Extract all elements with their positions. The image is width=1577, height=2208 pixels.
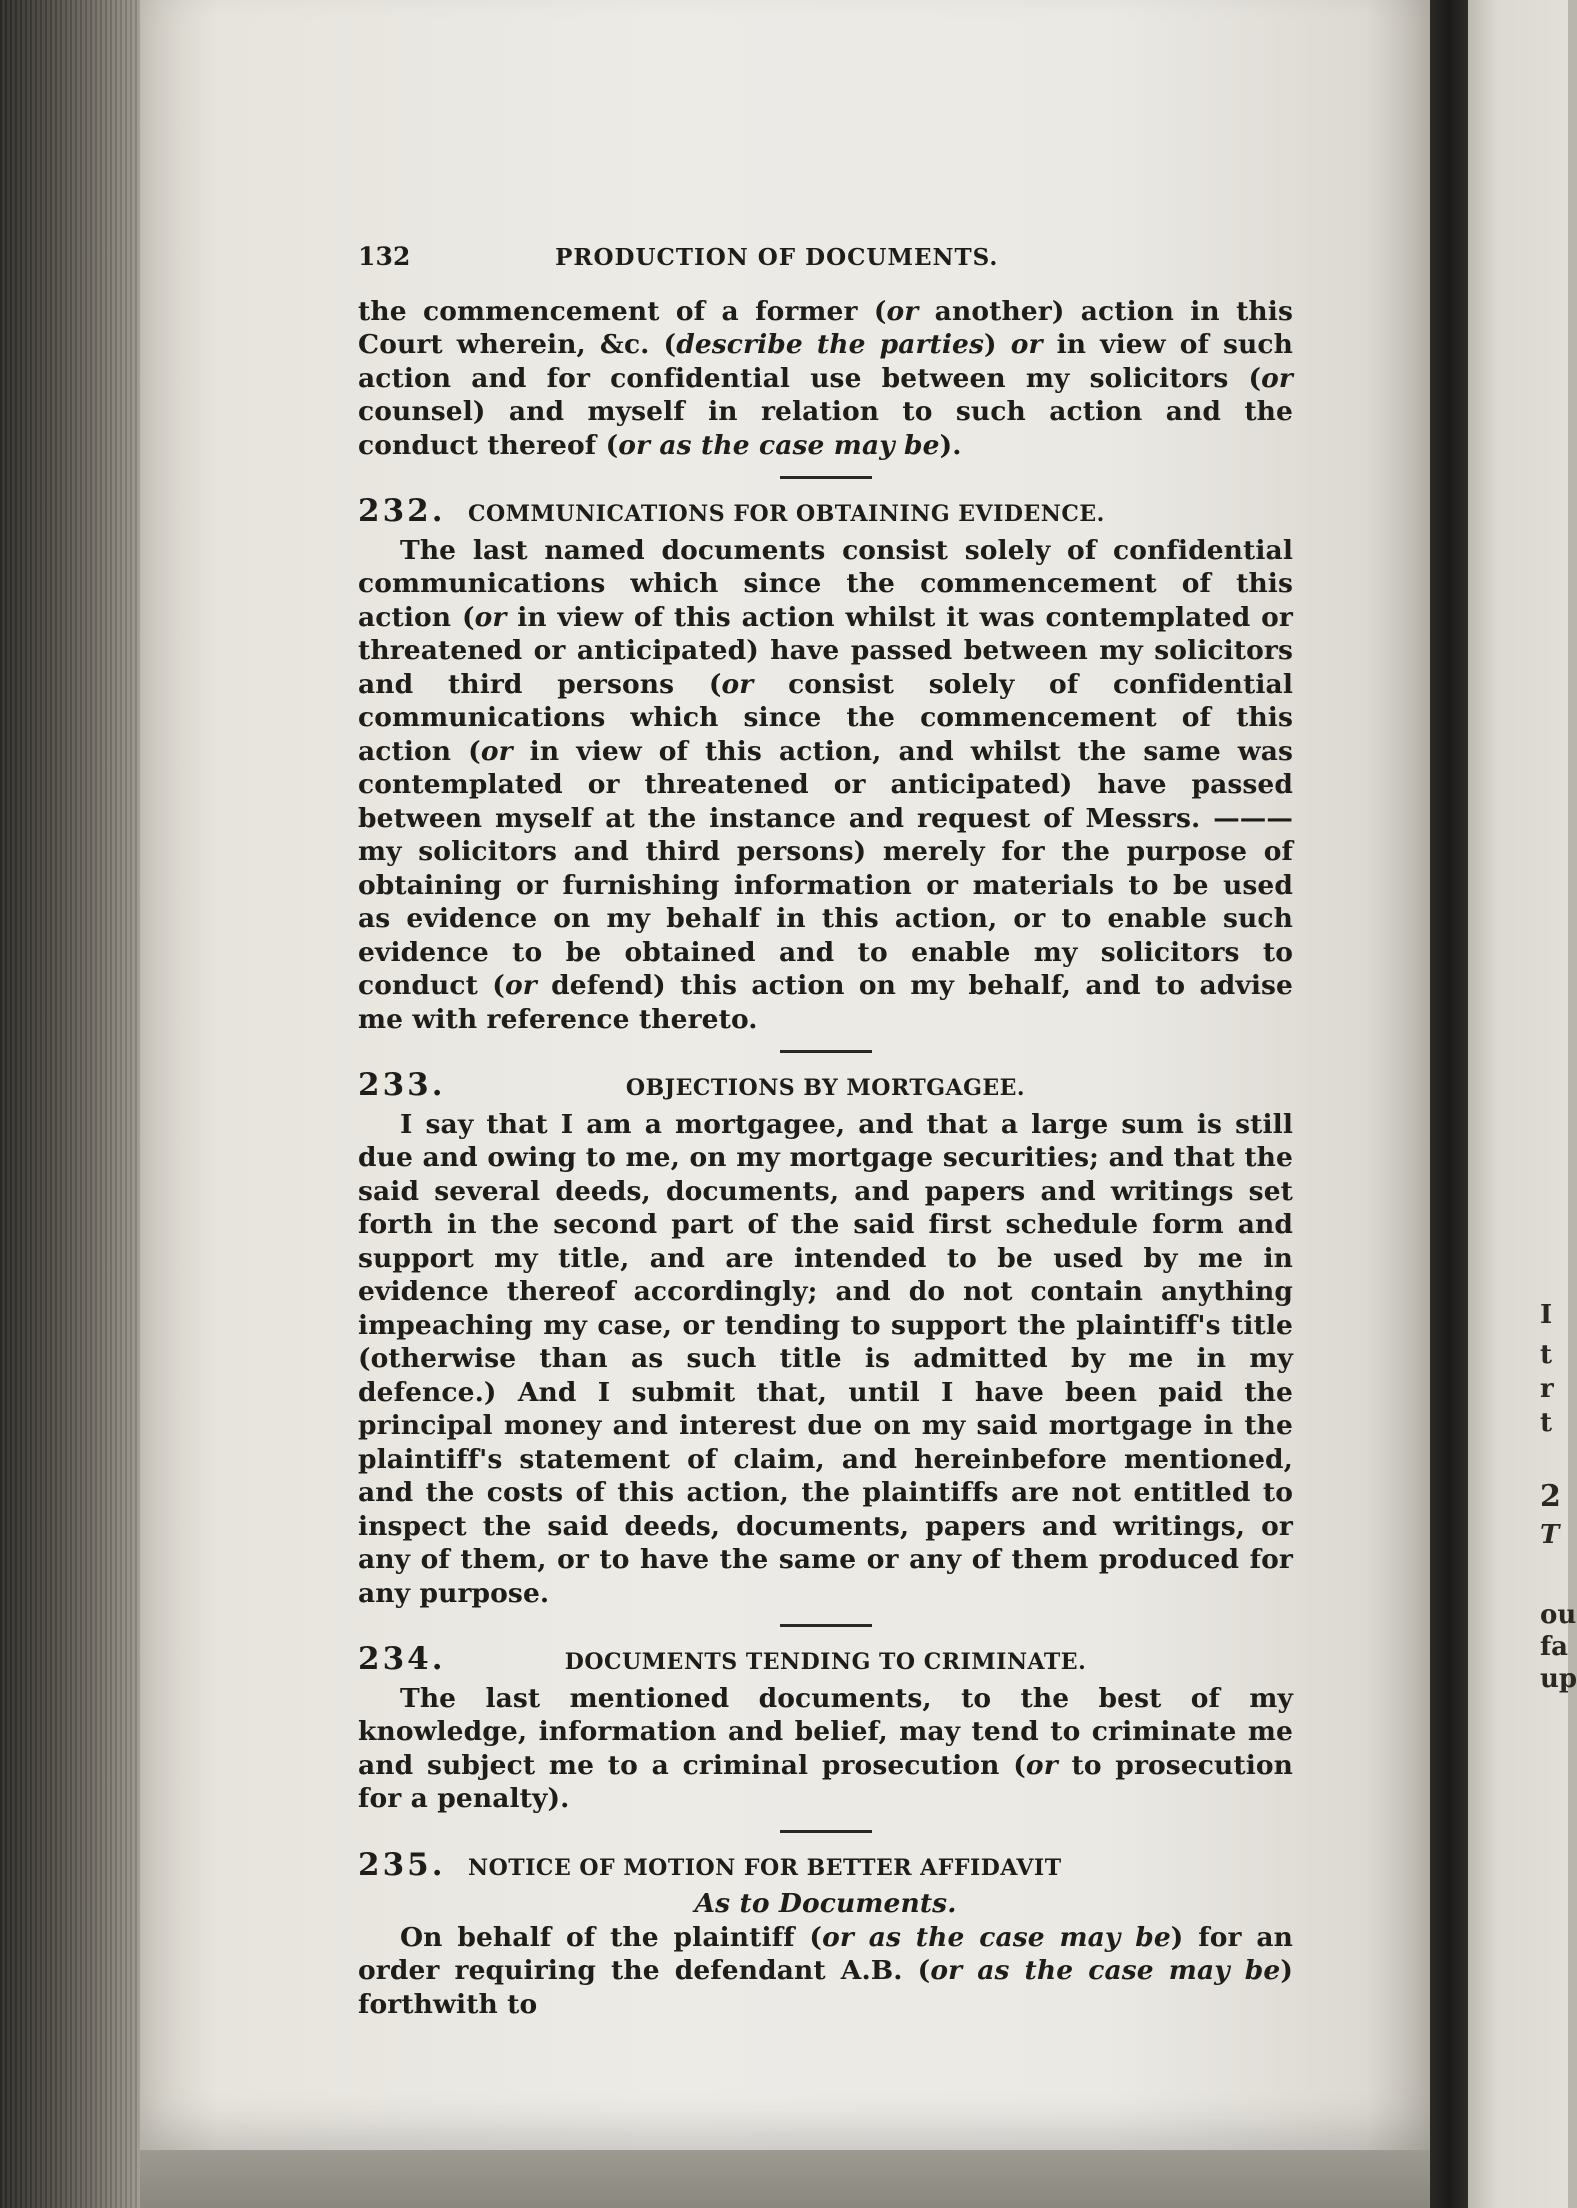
section-rule [780,1830,872,1833]
section-title: DOCUMENTS TENDING TO CRIMINATE. [564,1649,1087,1675]
page-bottom-edge [140,2150,1430,2208]
section-number: 233. [358,1067,446,1103]
section-235-heading [358,1846,1293,1886]
facing-page-char: t [1540,1408,1553,1438]
page-text [358,240,1293,2021]
book-gutter [1430,0,1468,2208]
facing-page-char: fa [1540,1632,1569,1662]
section-233-body: I say that I am a mortgagee, and that a large sum is still due and owing to me, on my mortgage securities; and that the said several deeds, documents, and papers and writings set forth in the second part of the said first schedule form and support my title, and are intended to be used by me in evidence thereof accordingly; and do not contain anything impeaching my case, or tending to support the plaintiff's title (otherwise than as such title is admitted by me in my defence.) And I submit that, until I have been paid the principal money and interest due on my said mortgage in the plaintiff's statement of claim, and hereinbefore mentioned, and the costs of this action, the plaintiffs are not entitled to inspect the said deeds, documents, papers and writings, or any of them, or to have the same or any of them produced for any purpose. [358,1108,1293,1609]
section-234-body: The last mentioned documents, to the best of my knowledge, information and belief, may tend to criminate me and subject me to a criminal prosecution (or to prosecution for a penalty). [358,1682,1294,1814]
running-header [358,240,1293,275]
facing-page-char: I [1540,1300,1553,1330]
section-232-heading [358,495,1293,532]
section-234-heading [358,1643,1293,1680]
facing-page-char: 2 [1540,1479,1561,1514]
running-title: PRODUCTION OF DOCUMENTS. [555,244,999,271]
section-232-body: The last named documents consist solely of confidential communications which since the commencement of this action (or in view of this action whilst it was contemplated or threatened or anticipated) have passed between my solicitors and third persons (or consist solely of confidential communications which since the commencement of this action (or in view of this action, and whilst the same was contemplated or threatened or anticipated) have passed between myself at the instance and request of Messrs. ——— my solicitors and third persons) merely for the purpose of obtaining or furnishing information or materials to be used as evidence on my behalf in this action, or to enable such evidence to be obtained and to enable my solicitors to conduct (or defend) this action on my behalf, and to advise me with reference thereto. [358,534,1293,1035]
section-233-heading [358,1069,1293,1106]
facing-page-char: T [1540,1520,1560,1550]
section-rule [780,1050,872,1053]
page-number: 132 [358,242,411,271]
section-235-body: On behalf of the plaintiff (or as the case may be) for an order requiring the defendant A.B. (or as the case may be) forthwith to [358,1921,1293,2020]
section-title: COMMUNICATIONS FOR OBTAINING EVIDENCE. [468,501,1105,527]
section-235-subtitle: As to Documents. [694,1888,957,1919]
section-title: NOTICE OF MOTION FOR BETTER AFFIDAVIT [468,1854,1062,1881]
book-spine-left [0,0,150,2208]
facing-page-char: t [1540,1340,1553,1370]
section-rule [780,1624,872,1627]
facing-page-char: ou [1540,1600,1577,1630]
section-number: 232. [358,493,446,529]
facing-page-char: up [1540,1664,1577,1694]
section-title: OBJECTIONS BY MORTGAGEE. [625,1075,1026,1101]
facing-page-edge [1468,0,1568,2208]
intro-paragraph: the commencement of a former (or another) action in this Court wherein, &c. (describe the parties) or in view of such action and for confidential use between my solicitors (or counsel) and myself in relation to such action and the conduct thereof (or as the case may be). [358,295,1294,461]
facing-page-char: r [1540,1374,1554,1404]
section-number: 234. [358,1641,446,1677]
section-number: 235. [358,1846,446,1883]
section-rule [780,476,872,479]
